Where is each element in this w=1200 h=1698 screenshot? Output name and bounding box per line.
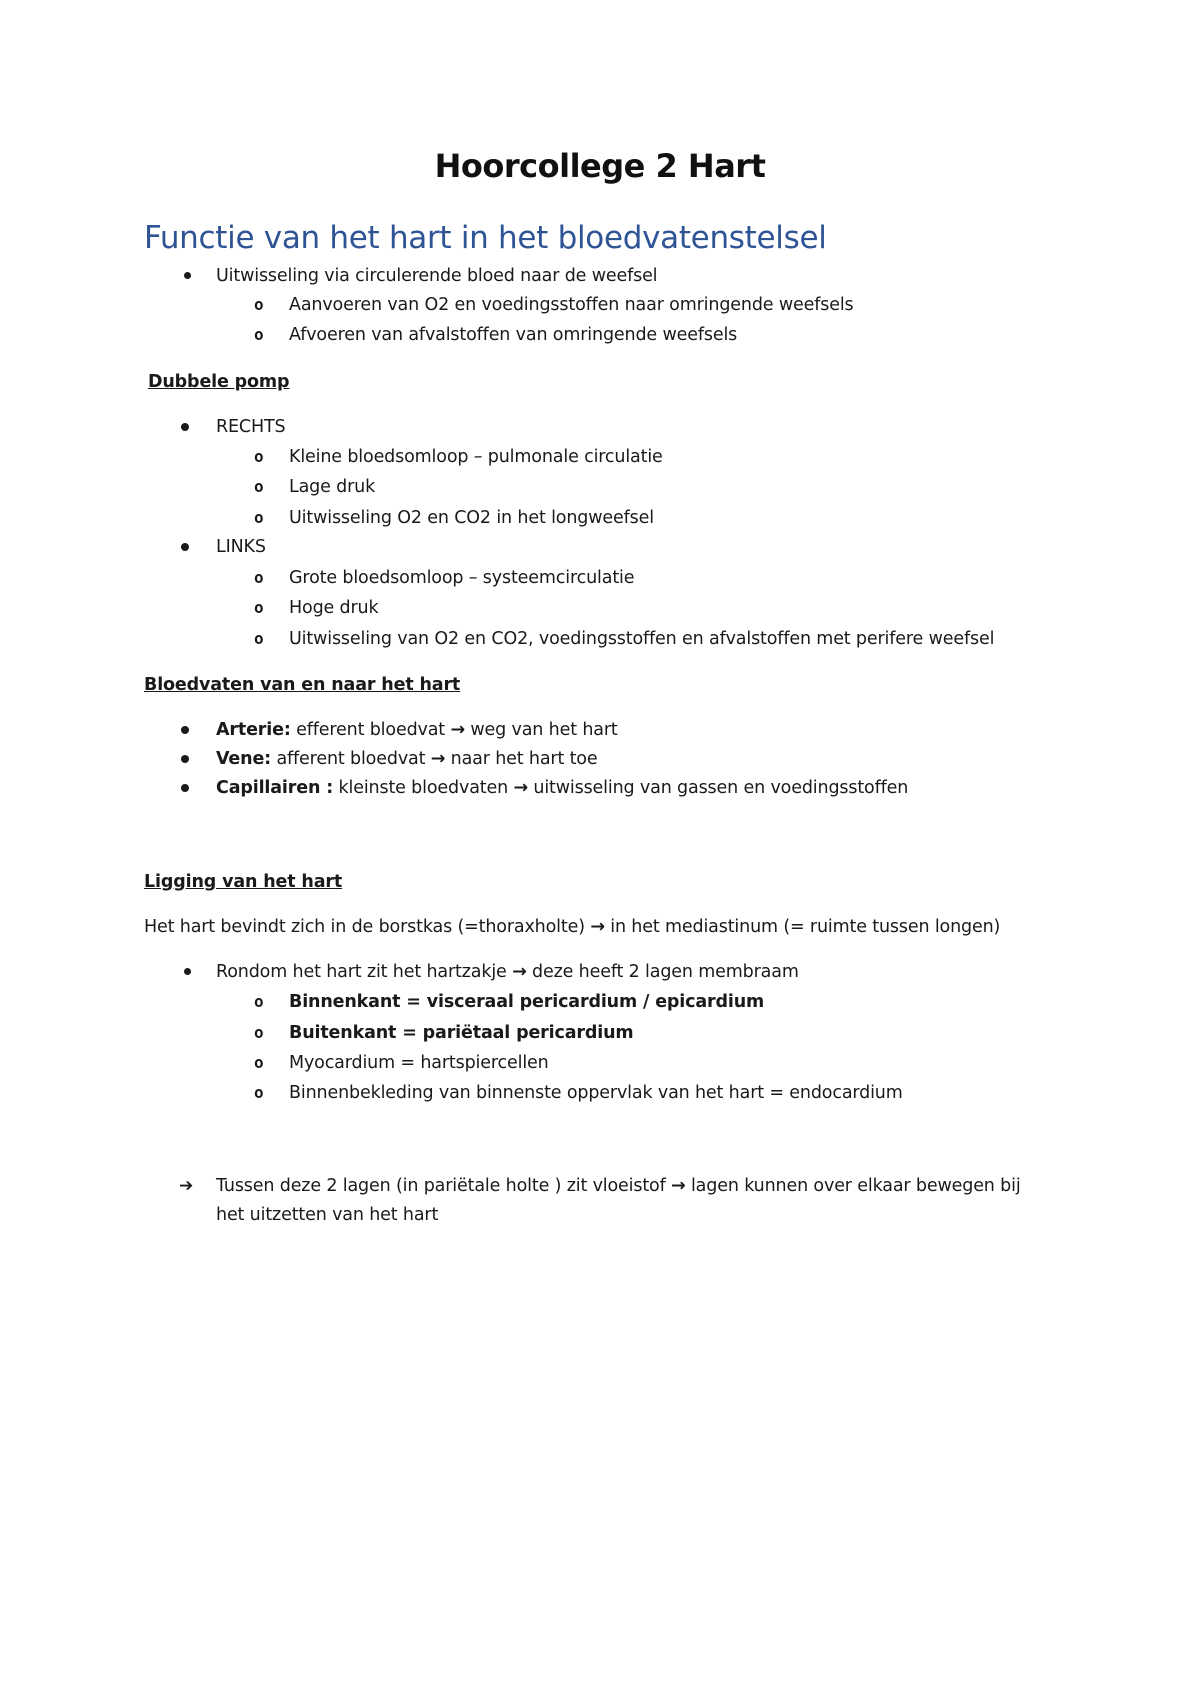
circle-bullet-icon: o xyxy=(254,598,264,617)
document-title: Hoorcollege 2 Hart xyxy=(434,147,766,185)
sub-list-item: Lage druk xyxy=(289,477,376,497)
sub-list-item xyxy=(289,1021,633,1045)
section-heading-bloedvaten: Bloedvaten van en naar het hart xyxy=(144,675,461,695)
bullet-icon xyxy=(181,755,189,763)
list-item xyxy=(216,718,618,742)
circle-bullet-icon: o xyxy=(254,295,264,314)
list-text: efferent bloedvat xyxy=(290,720,451,740)
paragraph-text: in het mediastinum (= ruimte tussen longen) xyxy=(604,917,1001,937)
list-item-links: LINKS xyxy=(216,537,266,557)
list-text: deze heeft 2 lagen membraam xyxy=(526,962,799,982)
paragraph xyxy=(144,915,1000,939)
term-label: Vene: xyxy=(216,749,272,769)
arrow-right-icon: → xyxy=(512,962,527,982)
arrow-right-icon: → xyxy=(590,917,605,937)
term-label: Arterie: xyxy=(216,720,291,740)
list-item xyxy=(216,960,799,984)
circle-bullet-icon: o xyxy=(254,1023,264,1042)
list-item: Uitwisseling via circulerende bloed naar de weefsel xyxy=(216,266,658,286)
list-item xyxy=(216,747,597,771)
sub-list-item: Hoge druk xyxy=(289,598,379,618)
term-label: Capillairen : xyxy=(216,778,334,798)
sub-list-item xyxy=(289,1051,549,1075)
list-text: afferent bloedvat xyxy=(271,749,431,769)
sub-list-item: Afvoeren van afvalstoffen van omringende weefsels xyxy=(289,325,738,345)
section-heading-ligging: Ligging van het hart xyxy=(144,872,343,892)
list-text: Rondom het hart zit het hartzakje xyxy=(216,962,513,982)
sub-list-item: Uitwisseling O2 en CO2 in het longweefsel xyxy=(289,508,654,528)
sub-list-item: Kleine bloedsomloop – pulmonale circulatie xyxy=(289,447,663,467)
arrow-right-icon: → xyxy=(430,749,446,769)
bullet-icon xyxy=(181,543,189,551)
bullet-icon xyxy=(184,968,191,975)
list-text-bold: Binnenkant = visceraal pericardium / epicardium xyxy=(289,992,765,1012)
list-text: weg van het hart xyxy=(464,720,618,740)
sub-list-item: Grote bloedsomloop – systeemcirculatie xyxy=(289,568,635,588)
list-text-bold: Buitenkant = pariëtaal pericardium xyxy=(289,1023,634,1043)
list-item-rechts: RECHTS xyxy=(216,417,286,437)
bullet-icon xyxy=(181,726,189,734)
section-heading-dubbele-pomp: Dubbele pomp xyxy=(148,372,290,392)
list-text: Binnenbekleding van binnenste oppervlak van het hart = endocardium xyxy=(289,1083,903,1103)
section-heading-functie: Functie van het hart in het bloedvatenstelsel xyxy=(144,220,827,256)
arrow-right-icon: → xyxy=(450,720,465,740)
note-text: Tussen deze 2 lagen (in pariëtale holte ) zit vloeistof xyxy=(216,1176,672,1196)
list-text: Myocardium = hartspiercellen xyxy=(289,1053,549,1073)
bullet-icon xyxy=(181,784,189,792)
arrow-right-icon: → xyxy=(671,1176,686,1196)
sub-list-item xyxy=(289,990,764,1014)
bullet-icon xyxy=(181,423,189,431)
sub-list-item xyxy=(289,1081,903,1105)
list-text: naar het hart toe xyxy=(445,749,598,769)
circle-bullet-icon: o xyxy=(254,447,264,466)
circle-bullet-icon: o xyxy=(254,1053,264,1072)
note-line: het uitzetten van het hart xyxy=(216,1205,439,1225)
note-text: lagen kunnen over elkaar bewegen bij xyxy=(685,1176,1021,1196)
circle-bullet-icon: o xyxy=(254,992,264,1011)
circle-bullet-icon: o xyxy=(254,325,264,344)
sub-list-item: Aanvoeren van O2 en voedingsstoffen naar omringende weefsels xyxy=(289,295,854,315)
list-text: uitwisseling van gassen en voedingsstoffen xyxy=(527,778,909,798)
arrow-right-icon: → xyxy=(513,778,528,798)
bullet-icon xyxy=(184,272,191,279)
circle-bullet-icon: o xyxy=(254,1083,264,1102)
list-item xyxy=(216,776,908,800)
note-line xyxy=(216,1174,1021,1198)
paragraph-text: Het hart bevindt zich in de borstkas (=thoraxholte) xyxy=(144,917,591,937)
circle-bullet-icon: o xyxy=(254,477,264,496)
circle-bullet-icon: o xyxy=(254,508,264,527)
circle-bullet-icon: o xyxy=(254,568,264,587)
arrow-bullet-icon: ➔ xyxy=(179,1176,194,1196)
list-text: kleinste bloedvaten xyxy=(333,778,514,798)
sub-list-item: Uitwisseling van O2 en CO2, voedingsstoffen en afvalstoffen met perifere weefsel xyxy=(289,629,995,649)
circle-bullet-icon: o xyxy=(254,629,264,648)
